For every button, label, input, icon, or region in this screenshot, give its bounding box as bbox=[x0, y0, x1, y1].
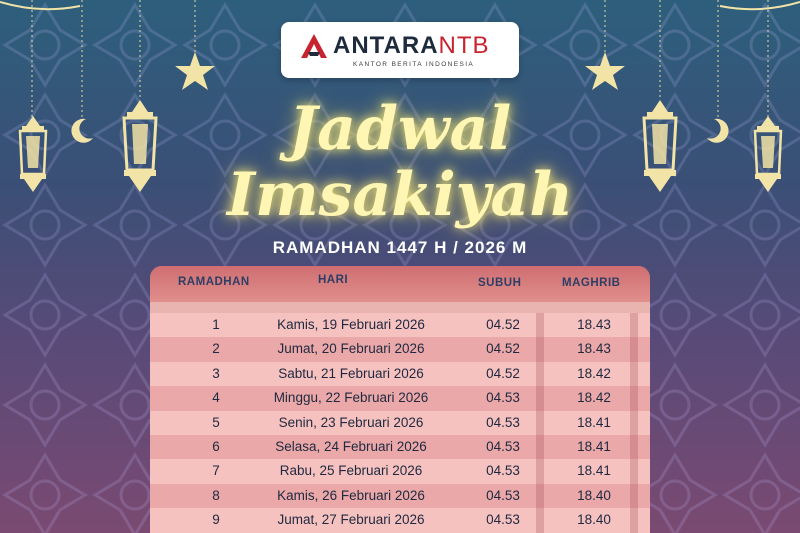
row-divider bbox=[630, 435, 638, 459]
table-row bbox=[150, 362, 650, 386]
table-row bbox=[150, 435, 650, 459]
header-ramadhan: RAMADHAN bbox=[178, 276, 250, 288]
cell-subuh: 04.53 bbox=[486, 414, 520, 430]
cell-maghrib: 18.41 bbox=[577, 439, 611, 454]
row-divider bbox=[630, 386, 638, 410]
row-divider bbox=[536, 313, 544, 337]
header-hari: HARI bbox=[318, 274, 349, 286]
row-divider bbox=[630, 411, 638, 435]
cell-ramadhan: 9 bbox=[212, 512, 220, 528]
antara-logo-card[interactable] bbox=[281, 22, 519, 78]
cell-subuh: 04.52 bbox=[486, 317, 520, 332]
cell-ramadhan: 4 bbox=[212, 390, 220, 406]
table-row bbox=[150, 508, 650, 532]
cell-subuh: 04.52 bbox=[486, 365, 520, 381]
row-divider bbox=[536, 508, 544, 532]
cell-hari: Sabtu, 21 Februari 2026 bbox=[278, 365, 424, 381]
table-row bbox=[150, 411, 650, 435]
cell-hari: Minggu, 22 Februari 2026 bbox=[273, 390, 429, 406]
subtitle: RAMADHAN 1447 H / 2026 M bbox=[272, 238, 528, 257]
cell-ramadhan: 1 bbox=[212, 317, 220, 332]
cell-maghrib: 18.40 bbox=[577, 512, 611, 528]
table-row bbox=[150, 313, 650, 337]
cell-ramadhan: 3 bbox=[212, 365, 220, 381]
cell-hari: Kamis, 19 Februari 2026 bbox=[277, 317, 425, 332]
logo-tagline: KANTOR BERITA INDONESIA bbox=[353, 61, 475, 68]
logo-brand bbox=[333, 32, 490, 60]
row-divider bbox=[536, 484, 544, 508]
cell-hari: Selasa, 24 Februari 2026 bbox=[275, 439, 427, 454]
cell-maghrib: 18.43 bbox=[577, 317, 611, 332]
cell-maghrib: 18.40 bbox=[577, 487, 611, 503]
row-divider bbox=[630, 459, 638, 483]
header-maghrib: MAGHRIB bbox=[562, 277, 621, 289]
row-divider bbox=[536, 337, 544, 361]
cell-maghrib: 18.42 bbox=[577, 365, 611, 381]
cell-subuh: 04.53 bbox=[486, 512, 520, 528]
cell-subuh: 04.52 bbox=[486, 341, 520, 357]
logo-suffix: NTB bbox=[438, 32, 490, 59]
row-divider bbox=[536, 459, 544, 483]
cell-maghrib: 18.43 bbox=[577, 341, 611, 357]
row-divider bbox=[536, 362, 544, 386]
cell-hari: Rabu, 25 Februari 2026 bbox=[279, 463, 423, 479]
star-icon bbox=[174, 50, 216, 92]
row-divider bbox=[630, 508, 638, 532]
row-divider bbox=[630, 484, 638, 508]
cell-hari: Senin, 23 Februari 2026 bbox=[278, 414, 424, 430]
cell-subuh: 04.53 bbox=[486, 463, 520, 479]
header-subuh: SUBUH bbox=[478, 277, 522, 289]
title-line-2: Imsakiyah bbox=[227, 160, 573, 230]
table-row bbox=[150, 459, 650, 483]
cell-subuh: 04.53 bbox=[486, 487, 520, 503]
cell-ramadhan: 7 bbox=[212, 463, 220, 479]
logo-brand-text: ANTARA bbox=[333, 32, 439, 59]
cell-maghrib: 18.42 bbox=[577, 390, 611, 406]
cell-hari: Jumat, 20 Februari 2026 bbox=[277, 341, 425, 357]
cell-subuh: 04.53 bbox=[486, 439, 520, 454]
table-header bbox=[150, 266, 650, 302]
cell-hari: Jumat, 27 Februari 2026 bbox=[277, 512, 425, 528]
cell-hari: Kamis, 26 Februari 2026 bbox=[277, 487, 425, 503]
cell-subuh: 04.53 bbox=[486, 390, 520, 406]
row-divider bbox=[536, 386, 544, 410]
row-divider bbox=[536, 435, 544, 459]
table-row bbox=[150, 484, 650, 508]
cell-ramadhan: 8 bbox=[212, 487, 220, 503]
table-row bbox=[150, 337, 650, 361]
star-icon bbox=[584, 50, 626, 92]
cell-maghrib: 18.41 bbox=[577, 414, 611, 430]
schedule-table bbox=[150, 266, 650, 533]
row-divider bbox=[630, 337, 638, 361]
row-divider bbox=[630, 362, 638, 386]
cell-maghrib: 18.41 bbox=[577, 463, 611, 479]
cell-ramadhan: 5 bbox=[212, 414, 220, 430]
antara-logo-icon bbox=[299, 32, 329, 62]
cell-ramadhan: 6 bbox=[212, 439, 220, 454]
row-divider bbox=[630, 313, 638, 337]
row-divider bbox=[536, 411, 544, 435]
title-line-1: Jadwal bbox=[288, 94, 512, 164]
cell-ramadhan: 2 bbox=[212, 341, 220, 357]
table-row bbox=[150, 386, 650, 410]
